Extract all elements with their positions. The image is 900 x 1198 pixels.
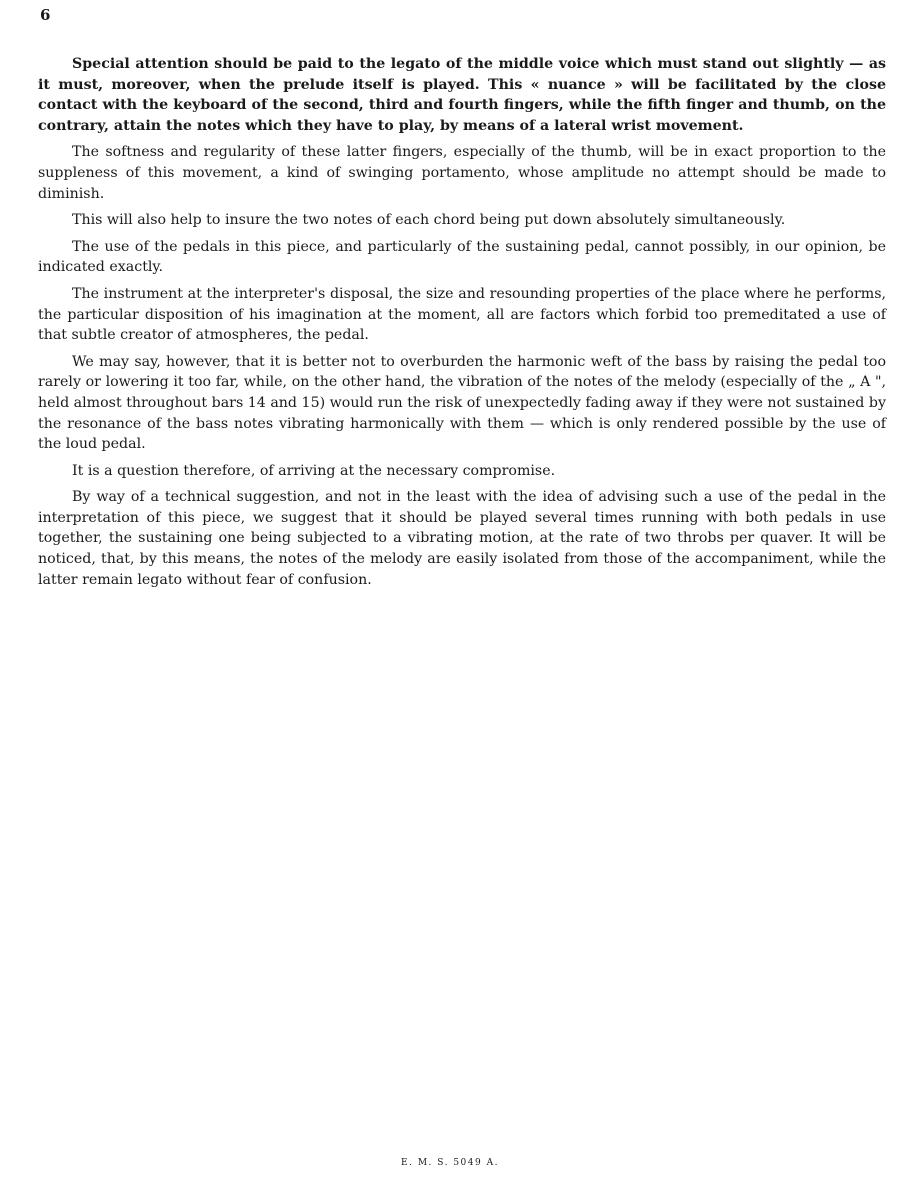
paragraph-chords: This will also help to insure the two notes of each chord being put down absolutely simultaneously. — [72, 212, 786, 229]
paragraph-softness: The softness and regularity of these latter fingers, especially of the thumb, will be in exact proportion to the suppleness of this movement, a kind of swinging portamento, whose amplitude no attempt should be made to diminish. — [38, 144, 886, 202]
paragraph-pedals: The use of the pedals in this piece, and particularly of the sustaining pedal, cannot possibly, in our opinion, be indicated exactly. — [38, 238, 886, 276]
paragraph-instrument: The instrument at the interpreter's disposal, the size and resounding properties of the place where he performs, the particular disposition of his imagination at the moment, all are factors which forbid too premeditated a use of that subtle creator of atmospheres, the pedal. — [38, 285, 886, 344]
paragraph-compromise: It is a question therefore, of arriving at the necessary compromise. — [72, 462, 556, 479]
body-text — [38, 54, 886, 596]
paragraph-bass: We may say, however, that it is better not to overburden the harmonic weft of the bass by raising the pedal too rarely or lowering it too far, while, on the other hand, the vibration of the notes of the melody (especially of the „ A ", held almost throughout bars 14 and 15) would run the risk of unexpectedly fading away if they were not sustained by the resonance of the bass notes vibrating harmonically with them — which is only rendered possible by the use of the loud pedal. — [38, 353, 886, 453]
paragraph-suggestion: By way of a technical suggestion, and not in the least with the idea of advising such a use of the pedal in the interpretation of this piece, we suggest that it should be played several times running with both pedals in use together, the sustaining one being subjected to a vibrating motion, at the rate of two throbs per quaver. It will be noticed, that, by this means, the notes of the melody are easily isolated from those of the accompaniment, while the latter remain legato without fear of confusion. — [38, 489, 886, 588]
page-number: 6 — [40, 6, 51, 24]
paragraph-legato: Special attention should be paid to the legato of the middle voice which must stand out slightly — as it must, moreover, when the prelude itself is played. This « nuance » will be facilitated by the close contact with the keyboard of the second, third and fourth fingers, while the fifth finger and thumb, on the contrary, attain the notes which they have to play, by means of a lateral wrist movement. — [38, 56, 886, 134]
footer-code: E. M. S. 5049 A. — [401, 1158, 499, 1168]
